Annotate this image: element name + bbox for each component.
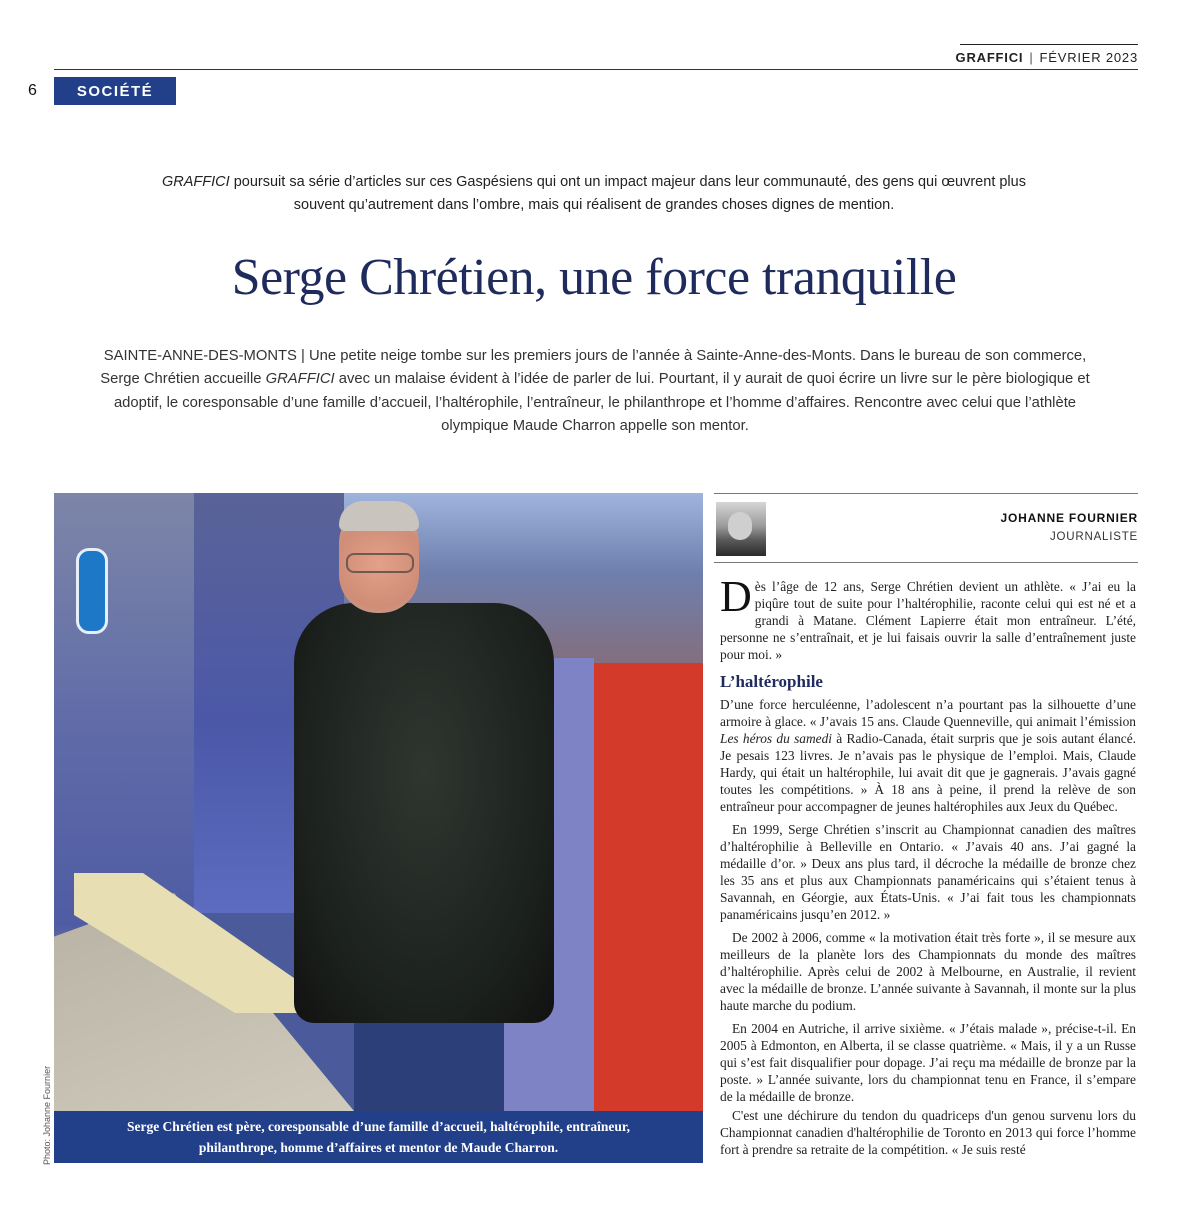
series-intro-text: poursuit sa série d’articles sur ces Gaspésiens qui ont un impact majeur dans leur communauté, des gens qui œuvrent plus souvent qu’autrement dans l’ombre, mais qui réalisent de grandes choses dignes de mention. [229,174,1026,213]
issue-date: FÉVRIER 2023 [1039,50,1138,65]
subheading: L’haltérophile [720,672,823,691]
series-intro [140,171,1048,217]
paragraph-2-text-b: à Radio-Canada, était surpris que je sois autant élancé. Je pesais 123 livres. Je n’avais pas le physique de l’emploi. Mais, Claude Hardy, qui était un haltérophile, lui avait dit que je gagnerais. J’avais gagné toutes les compétitions. » À 18 ans à peine, il prend la relève de son entraîneur pour accompagner de jeunes haltérophiles aux Jeux du Québec. [720,731,1137,814]
photo-person-jacket [294,603,554,1023]
series-intro-publication: GRAFFICI [162,174,230,190]
header-rule [54,69,1138,70]
photo-counter-red [594,663,703,1111]
lede-publication: GRAFFICI [265,371,335,388]
paragraph-1-text: ès l’âge de 12 ans, Serge Chrétien devient un athlète. « J’ai eu la piqûre tout de suite pour l’haltérophilie, raconte celui qui est né et a grandi à Matane. Clément Lapierre était mon entraîneur. L’été, personne ne s’entraînait, et je lui faisais ouvrir la salle d’entraînement juste pour moi. » [720,579,1136,662]
lede-part-2: avec un malaise évident à l’idée de parler de lui. Pourtant, il y aurait de quoi écrire un livre sur le père biologique et adoptif, le coresponsable d’une famille d’accueil, l’haltérophile, l’entraîneur, le philanthrope et l’homme d’affaires. Rencontre avec celui que l’athlète olympique Maude Charron appelle son mentor. [113,371,1090,434]
photo-person-glasses [346,553,414,573]
author-avatar-face [728,512,752,540]
author-role: JOURNALISTE [1049,531,1138,543]
paragraph-3: En 1999, Serge Chrétien s’inscrit au Championnat canadien des maîtres d’haltérophilie à Belleville en Ontario. « J’avais 40 ans. J’ai gagné la médaille d’or. » Deux ans plus tard, il décroche la médaille de bronze chez les 35 ans et plus aux Championnats panaméricains qui s’étaient tenus à Savannah, en Géorgie, aux États-Unis. « J’ai fait tous les championnats panaméricains jusqu’en 2012. » [720,822,1136,922]
article-lede [90,345,1100,438]
author-name: JOHANNE FOURNIER [1000,511,1138,525]
photo-credit: Photo: Johanne Fournier [42,1065,52,1165]
photo-store-sign [76,548,108,634]
paragraph-1 [720,572,1136,663]
paragraph-5: En 2004 en Autriche, il arrive sixième. « J’étais malade », précise-t-il. En 2005 à Edmonton, en Alberta, il se classe quatrième. « Mais, il y a un Russe qui s’est fait disqualifier pour dopage. J’ai reçu ma médaille de bronze par la poste. » L’année suivante, lors du championnat tenu en France, il s’empare de la médaille de bronze. [720,1021,1136,1104]
photo-person-hair [339,501,419,531]
author-avatar [716,502,766,556]
photo-caption-text: Serge Chrétien est père, coresponsable d’une famille d’accueil, haltérophile, entraîneur, philanthrope, homme d’affaires et mentor de Maude Charron. [126,1119,631,1155]
drop-cap: D [720,572,752,621]
section-badge: SOCIÉTÉ [54,77,176,105]
article-body [720,572,1137,1164]
lede-part-1: SAINTE-ANNE-DES-MONTS | Une petite neige tombe sur les premiers jours de l’année à Sainte-Anne-des-Monts. Dans le bureau de son commerce, Serge Chrétien accueille [100,348,1087,388]
byline-rule-top [714,493,1138,494]
masthead-separator: | [1029,50,1034,65]
article-title: Serge Chrétien, une force tranquille [231,249,957,306]
paragraph-2 [720,696,1136,815]
page-number: 6 [28,82,37,99]
publication-name: GRAFFICI [955,50,1024,65]
photo-caption [54,1111,703,1163]
tv-show-title: Les héros du samedi [720,731,833,746]
masthead-rule [960,44,1138,45]
paragraph-4: De 2002 à 2006, comme « la motivation était très forte », il se mesure aux meilleurs de la planète lors des Championnats du monde des maîtres d’haltérophilie. Après celui de 2002 à Melbourne, en Australie, il revient avec la médaille de bronze. L’année suivante à Savannah, il monte sur la plus haute marche du podium. [720,930,1136,1013]
paragraph-2-text-a: D’une force herculéenne, l’adolescent n’a pourtant pas la silhouette d’une armoire à glace. « J’avais 15 ans. Claude Quenneville, qui animait l’émission [720,697,1136,729]
paragraph-6: C'est une déchirure du tendon du quadriceps d'un genou survenu lors du Championnat canadien d'haltérophilie de Toronto en 2013 qui force l’homme fort à prendre sa retraite de la compétition. « Je suis resté [720,1108,1136,1157]
main-photo [54,493,703,1111]
byline-rule-bottom [714,562,1138,563]
masthead [956,50,1138,65]
